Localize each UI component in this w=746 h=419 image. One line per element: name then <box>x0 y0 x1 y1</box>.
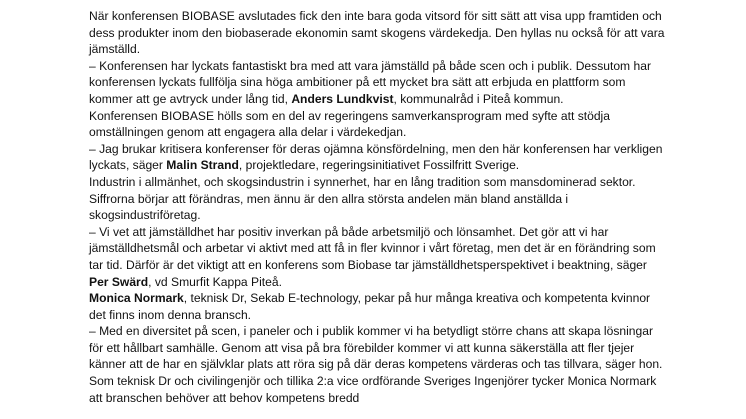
text-segment: , vd Smurfit Kappa Piteå. <box>148 274 282 289</box>
person-name-malin-strand: Malin Strand <box>166 158 239 173</box>
text-segment: , kommunalråd i Piteå kommun. <box>393 91 564 106</box>
text-segment: Som teknisk Dr och civilingenjör och tillika 2:a vice ordförande Sveriges Ingenjörer tycker Monica Normark att branschen behöver att behov kompetens bredd <box>89 374 657 405</box>
paragraph-quote-diversity <box>89 323 669 373</box>
paragraph-industry <box>89 174 669 224</box>
article-body <box>89 8 669 406</box>
paragraph-samverkansprogram <box>89 108 669 141</box>
paragraph-quote-sward <box>89 224 669 290</box>
text-segment: Industrin i allmänhet, och skogsindustrin i synnerhet, har en lång tradition som mansdominerad sektor. Siffrorna börjar att förändras, men ännu är den allra största andelen män bland anställda i skogsindustriföretag. <box>89 174 636 223</box>
person-name-monica-normark: Monica Normark <box>89 291 184 306</box>
paragraph-quote-strand <box>89 141 669 174</box>
paragraph-quote-lundkvist <box>89 58 669 108</box>
person-name-anders-lundkvist: Anders Lundkvist <box>291 91 394 106</box>
text-segment: – Konferensen har lyckats fantastiskt bra med att vara jämställd på både scen och i publik. Dessutom har konferensen lyckats fullfölja sina höga ambitioner på ett mycket bra sätt att erbjuda en plattform som kommer att ge avtryck under lång tid, <box>89 58 651 106</box>
text-segment: När konferensen BIOBASE avslutades fick den inte bara goda vitsord för sitt sätt att visa upp framtiden och dess produkter inom den biobaserade ekonomin samt skogens värdekedja. Den hyllas nu också för att vara jämställd. <box>89 9 665 57</box>
paragraph-normark <box>89 290 669 323</box>
text-segment: , projektledare, regeringsinitiativet Fossilfritt Sverige. <box>238 158 520 173</box>
text-segment: Konferensen BIOBASE hölls som en del av regeringens samverkansprogram med syfte att stödja omställningen genom att engagera alla delar i värdekedjan. <box>89 108 610 140</box>
text-segment: – Med en diversitet på scen, i paneler och i publik kommer vi ha betydligt större chans att skapa lösningar för ett hållbart samhälle. Genom att visa på bra förebilder kommer vi att kunna säkerställa att fler tjejer känner att de har en självklar plats att röra sig på där deras kompetens värderas och tas tillvara, säger hon. <box>89 324 663 372</box>
text-segment: , teknisk Dr, Sekab E-technology, pekar på hur många kreativa och kompetenta kvinnor det finns inom denna bransch. <box>89 291 651 322</box>
text-segment: – Vi vet att jämställdhet har positiv inverkan på både arbetsmiljö och lönsamhet. Det gör att vi har jämställdhetsmål och arbetar vi aktivt med att få in fler kvinnor i vårt företag, men det är en förändring som tar tid. Därför är det viktigt att en konferens som Biobase tar jämställdhetsperspektivet i beaktning, säger <box>89 224 656 272</box>
person-name-per-sward: Per Swärd <box>89 274 149 289</box>
text-segment: – Jag brukar kritisera konferenser för deras ojämna könsfördelning, men den här konferensen har verkligen lyckats, säger <box>89 141 663 173</box>
paragraph-cutoff <box>89 373 669 406</box>
paragraph-intro <box>89 8 669 58</box>
